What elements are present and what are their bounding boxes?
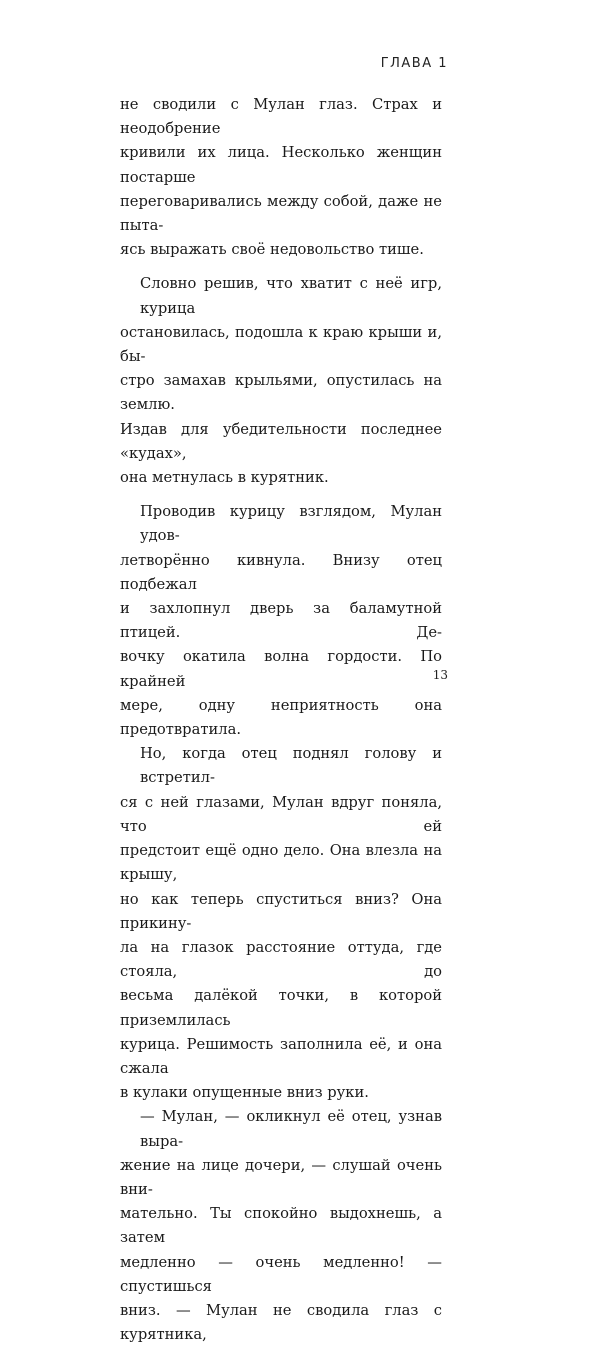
- text-line: но как теперь спуститься вниз? Она прикину-: [120, 890, 442, 932]
- text-line: Но, когда отец поднял голову и встретил-: [140, 745, 442, 787]
- text-line: ясь выражать своё недовольство тише.: [120, 241, 424, 259]
- text-line: Проводив курицу взглядом, Мулан удов-: [140, 503, 442, 545]
- text-line: ся с ней глазами, Мулан вдруг поняла, что ей: [120, 793, 442, 835]
- paragraph: [120, 1105, 442, 1347]
- text-line: кривили их лица. Несколько женщин постарше: [120, 144, 442, 186]
- text-line: курица. Решимость заполнила её, и она сжала: [120, 1035, 442, 1077]
- text-line: мательно. Ты спокойно выдохнешь, а затем: [120, 1205, 442, 1247]
- page-number: 13: [432, 668, 448, 682]
- text-line: летворённо кивнула. Внизу отец подбежал: [120, 551, 442, 593]
- running-header: ГЛАВА 1: [380, 56, 448, 71]
- text-block: [120, 93, 442, 1347]
- paragraph: [120, 500, 442, 742]
- paragraph: [120, 742, 442, 1105]
- text-line: остановилась, подошла к краю крыши и, бы-: [120, 323, 442, 366]
- text-line: она метнулась в курятник.: [120, 469, 329, 487]
- text-line: переговаривались между собой, даже не пыта-: [120, 192, 442, 235]
- text-line: жение на лице дочери, — слушай очень вни-: [120, 1156, 442, 1198]
- text-line: вочку окатила волна гордости. По крайней: [120, 648, 442, 690]
- text-line: стро замахав крыльями, опустилась на землю.: [120, 372, 442, 414]
- text-line: предстоит ещё одно дело. Она влезла на крышу,: [120, 842, 442, 884]
- paragraph: [120, 93, 442, 262]
- text-line: ла на глазок расстояние оттуда, где стояла, до: [120, 938, 442, 981]
- paragraph: [120, 272, 442, 490]
- text-line: — Мулан, — окликнул её отец, узнав выра-: [140, 1108, 442, 1150]
- text-line: не сводили с Мулан глаз. Страх и неодобрение: [120, 96, 442, 138]
- text-line: медленно — очень медленно! — спустишься: [120, 1253, 442, 1295]
- text-line: весьма далёкой точки, в которой приземлилась: [120, 987, 442, 1029]
- text-line: вниз. — Мулан не сводила глаз с курятника,: [120, 1301, 442, 1344]
- text-line: Словно решив, что хватит с неё игр, курица: [140, 275, 442, 317]
- text-line: Издав для убедительности последнее «кудах»,: [120, 420, 442, 462]
- text-line: в кулаки опущенные вниз руки.: [120, 1084, 369, 1102]
- text-line: мере, одну неприятность она предотвратила.: [120, 696, 442, 739]
- text-line: и захлопнул дверь за баламутной птицей. Де-: [120, 600, 442, 642]
